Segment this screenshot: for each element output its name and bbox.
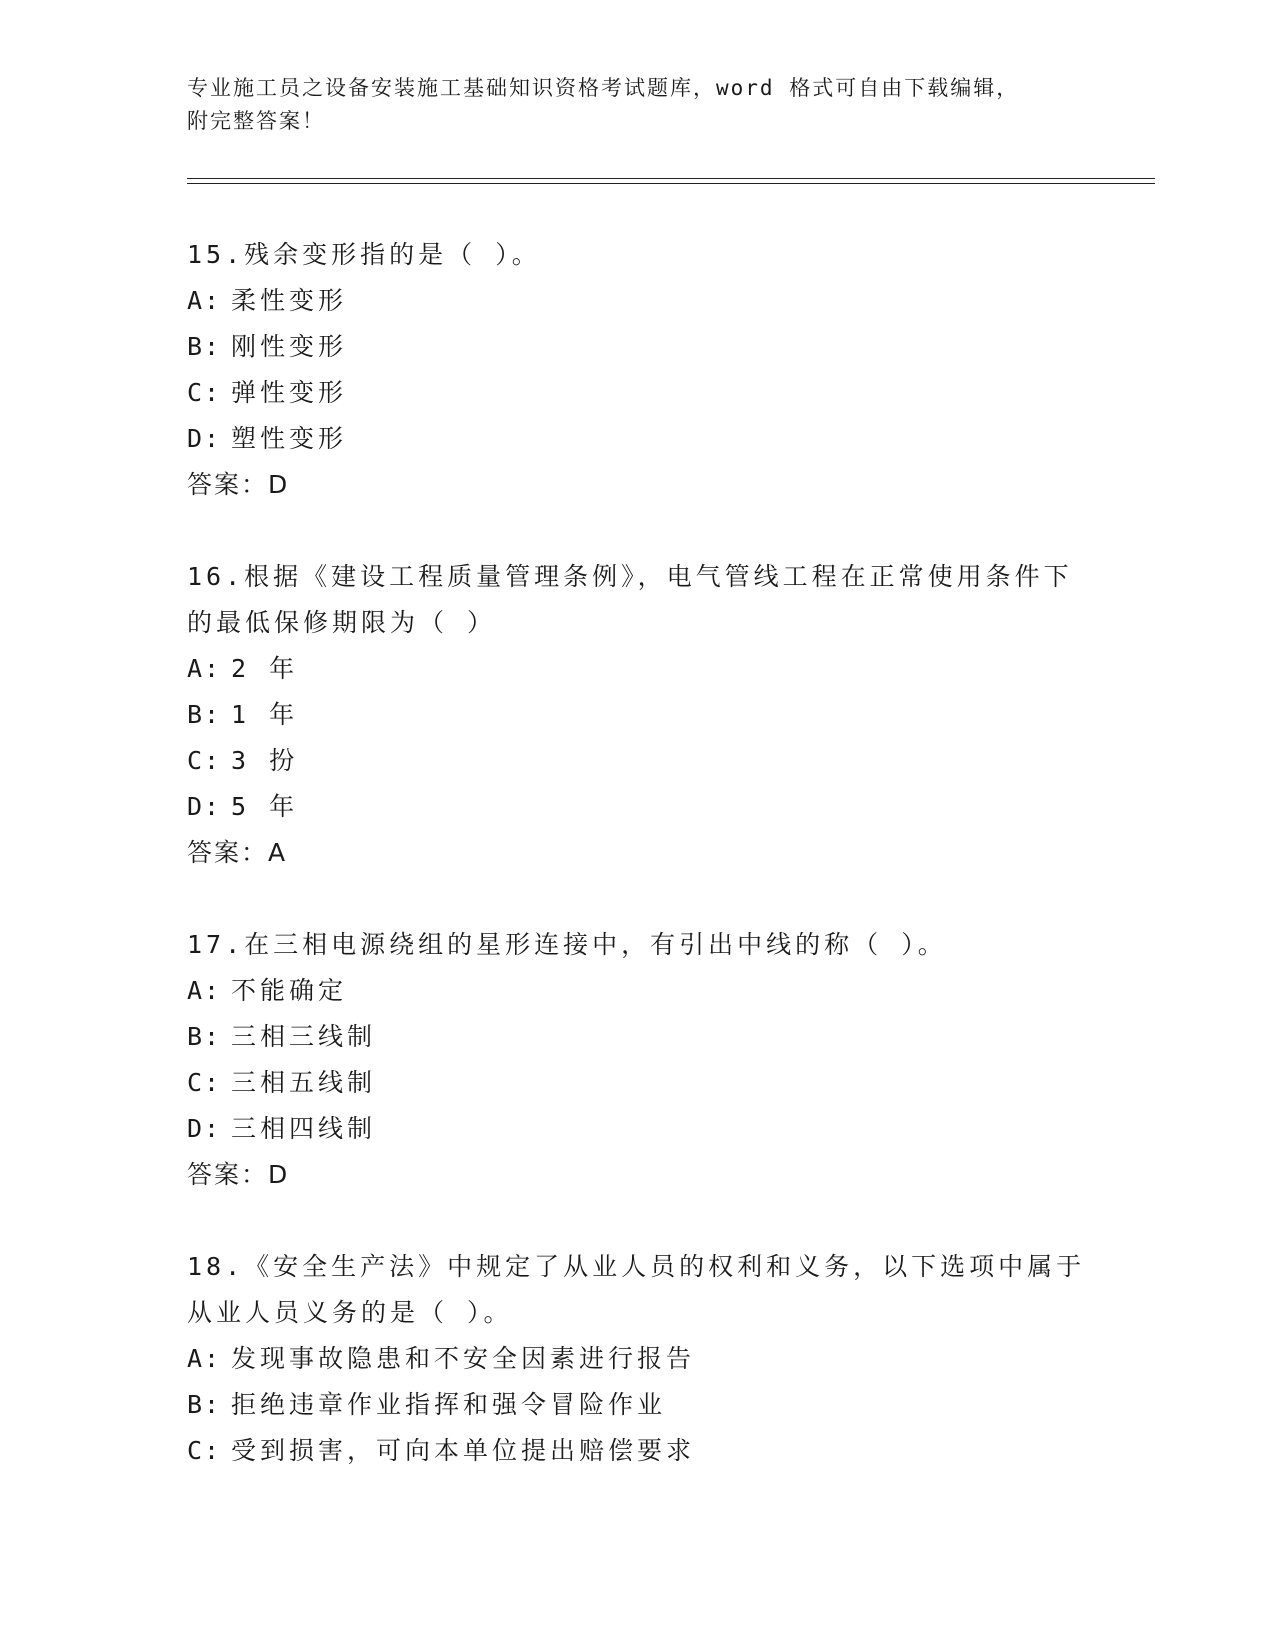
option-letter: D: [187,1114,222,1143]
header-line-2: 附完整答案！ [187,109,325,133]
option-text: 5 年 [231,792,299,821]
option-d [187,416,1087,462]
option-d [187,784,1087,830]
question-stem: 17.在三相电源绕组的星形连接中，有引出中线的称（ ）。 [187,930,947,959]
question-list [187,232,1087,1520]
question-stem: 18.《安全生产法》中规定了从业人员的权利和义务，以下选项中属于从业人员义务的是（ ）。 [187,1252,1086,1327]
option-text: 柔性变形 [231,286,348,315]
option-text: 3 扮 [231,746,299,775]
answer: 答案：D [187,1160,290,1189]
option-text: 刚性变形 [231,332,348,361]
document-header [187,72,1087,138]
option-text: 三相五线制 [231,1068,377,1097]
option-letter: D: [187,424,222,453]
option-text: 2 年 [231,654,299,683]
option-text: 三相三线制 [231,1022,377,1051]
option-letter: C: [187,1436,222,1465]
option-letter: A: [187,654,222,683]
option-letter: B: [187,1390,222,1419]
option-text: 不能确定 [231,976,348,1005]
option-text: 1 年 [231,700,299,729]
header-divider-bottom [187,183,1155,184]
question-17 [187,922,1087,1198]
question-stem: 15.残余变形指的是（ ）。 [187,240,541,269]
option-letter: C: [187,746,222,775]
option-letter: A: [187,286,222,315]
option-b [187,1014,1087,1060]
option-a [187,278,1087,324]
option-text: 拒绝违章作业指挥和强令冒险作业 [231,1390,667,1419]
option-letter: C: [187,1068,222,1097]
option-letter: B: [187,1022,222,1051]
option-a [187,1336,1087,1382]
option-c [187,1060,1087,1106]
header-line-1: 专业施工员之设备安装施工基础知识资格考试题库，word 格式可自由下载编辑， [187,76,1020,100]
option-letter: B: [187,700,222,729]
option-text: 三相四线制 [231,1114,377,1143]
option-text: 受到损害，可向本单位提出赔偿要求 [231,1436,696,1465]
option-letter: D: [187,792,222,821]
option-a [187,646,1087,692]
option-a [187,968,1087,1014]
option-letter: C: [187,378,222,407]
option-b [187,324,1087,370]
answer: 答案：D [187,470,290,499]
option-b [187,1382,1087,1428]
option-c [187,738,1087,784]
option-letter: B: [187,332,222,361]
option-letter: A: [187,1344,222,1373]
question-18 [187,1244,1087,1474]
question-stem: 16.根据《建设工程质量管理条例》，电气管线工程在正常使用条件下的最低保修期限为（ ） [187,562,1073,637]
option-letter: A: [187,976,222,1005]
option-text: 发现事故隐患和不安全因素进行报告 [231,1344,696,1373]
question-16 [187,554,1087,876]
header-divider-top [187,178,1155,179]
answer: 答案：A [187,838,288,867]
option-text: 塑性变形 [231,424,348,453]
option-text: 弹性变形 [231,378,348,407]
option-d [187,1106,1087,1152]
option-c [187,370,1087,416]
option-b [187,692,1087,738]
question-15 [187,232,1087,508]
option-c [187,1428,1087,1474]
